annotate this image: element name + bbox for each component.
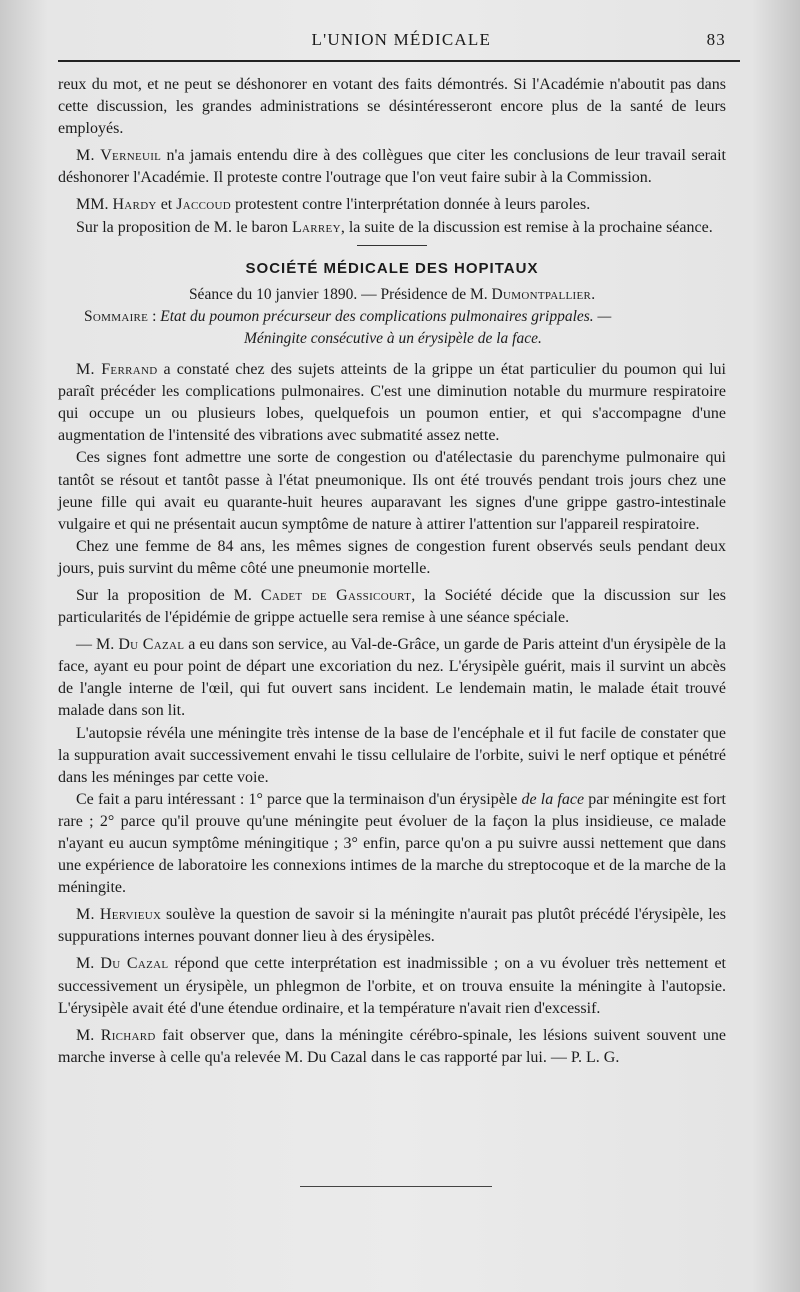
paragraph-fait: Ce fait a paru intéressant : 1° parce que la terminaison d'un érysipèle de la face par méningite est fort rare ; 2° parce qu'il prouve qu'une méningite peut évoluer de la façon la plus insidieuse, ce malade n'ayant eu aucun symptôme méningitique ; 3° enfin, parce qu'on a pu suivre aussi nettement que dans une expérience de laboratoire les connexions intimes de la marche du streptocoque et de la marche de la méningite. xyxy=(58,790,727,897)
paragraph-larrey: Sur la proposition de M. le baron Larrey, la suite de la discussion est remise à la prochaine séance. xyxy=(76,218,713,236)
speaker-name: M. Hervieux xyxy=(76,906,162,924)
speaker-name: M. Verneuil xyxy=(76,147,162,165)
paragraph-continuation: reux du mot, et ne peut se déshonorer en votant des faits démontrés. Si l'Académie n'aboutit pas dans cette discussion, les grandes administrations se désintéresseront encore plus de la santé de leurs employés. xyxy=(58,76,726,138)
speaker-name: Larrey xyxy=(291,218,341,236)
running-header xyxy=(56,30,726,50)
sommaire-block xyxy=(58,306,726,350)
article-body xyxy=(58,74,726,1069)
signature: — P. L. G. xyxy=(546,1048,620,1066)
section-divider xyxy=(357,245,427,246)
president-name: Dumontpallier xyxy=(491,285,592,303)
sommaire-line-1: Sommaire : Etat du poumon précurseur des complications pulmonaires grippales. — xyxy=(84,307,612,325)
paragraph-du-cazal-reponse: M. Du Cazal répond que cette interprétation est inadmissible ; on a vu évoluer très nettement et successivement un érysipèle, un phlegmon de l'orbite, et on trouva ensuite la méningite à l'autopsie. L'érysipèle avait été d'une étendue ordinaire, et la température n'avait rien d'excessif. xyxy=(58,955,726,1017)
paragraph-autopsie: L'autopsie révéla une méningite très intense de la base de l'encéphale et il fut facile de constater que la suppuration avait successivement envahi le tissu cellulaire de l'orbite, suivi le nerf optique et pénétré dans les méninges par cette voie. xyxy=(58,724,726,786)
speaker-name: M. Ferrand xyxy=(76,361,158,379)
paragraph-ferrand: M. Ferrand a constaté chez des sujets atteints de la grippe un état particulier du poumon qui lui paraît précéder les complications pulmonaires. C'est une diminution notable du murmure respiratoire qui occupe un ou plusieurs lobes, quelquefois un poumon entier, et qui s'accompagne d'une augmentation de l'intensité des vibrations avec submatité assez nette. xyxy=(58,361,726,445)
paragraph-femme: Chez une femme de 84 ans, les mêmes signes de congestion furent observés seuls pendant deux jours, puis survint du même côté une pneumonie mortelle. xyxy=(58,537,726,577)
seance-line: Séance du 10 janvier 1890. — Présidence de M. Dumontpallier. xyxy=(188,285,596,303)
paragraph-verneuil: M. Verneuil n'a jamais entendu dire à des collègues que citer les conclusions de leur travail serait déshonorer l'Académie. Il proteste contre l'outrage que l'on veut faire subir à la Commission. xyxy=(58,147,726,187)
end-rule xyxy=(300,1186,492,1187)
header-rule xyxy=(58,60,740,62)
section-heading: SOCIÉTÉ MÉDICALE DES HOPITAUX xyxy=(245,259,539,277)
speaker-name: Du Cazal xyxy=(118,636,185,654)
paragraph-du-cazal: — M. Du Cazal a eu dans son service, au Val-de-Grâce, un garde de Paris atteint d'un érysipèle de la face, ayant eu pour point de départ une excoriation du nez. L'érysipèle guérit, mais il survint un abcès de l'angle interne de l'œil, qui fut ouvert sans incident. Le lendemain matin, le malade était trouvé malade dans son lit. xyxy=(58,636,726,720)
page-number: 83 xyxy=(706,30,726,49)
speaker-name: Jaccoud xyxy=(176,196,232,214)
sommaire-label: Sommaire xyxy=(84,307,149,325)
speaker-name: Hardy xyxy=(112,196,157,214)
speaker-name: Du Cazal xyxy=(100,955,169,973)
paragraph-ces-signes: Ces signes font admettre une sorte de congestion ou d'atélectasie du parenchyme pulmonaire qui tantôt se résout et tantôt passe à l'état pneumonique. Ils ont été trouvés pendant trois jours chez une jeune fille qui avait eu quarante-huit heures auparavant les signes d'une grippe gastro-intestinale vulgaire et qui ne présentait aucun symptôme de nature à attirer l'attention sur l'appareil respiratoire. xyxy=(58,449,726,533)
speaker-name: Richard xyxy=(100,1026,156,1044)
paragraph-cadet: Sur la proposition de M. Cadet de Gassicourt, la Société décide que la discussion sur les particularités de l'épidémie de grippe actuelle sera remise à une séance spéciale. xyxy=(58,586,726,627)
paragraph-hardy-jaccoud: MM. Hardy et Jaccoud protestent contre l'interprétation donnée à leurs paroles. xyxy=(76,196,591,214)
paragraph-hervieux: M. Hervieux soulève la question de savoir si la méningite n'aurait pas plutôt précédé l'érysipèle, les suppurations internes pouvant donner lieu à des érysipèles. xyxy=(58,906,726,946)
paragraph-richard: M. Richard fait observer que, dans la méningite cérébro-spinale, les lésions suivent souvent une marche inverse à celle qu'a relevée M. Du Cazal dans le cas rapporté par lui. — P. L. G. xyxy=(58,1026,726,1066)
speaker-name: Cadet de Gassicourt xyxy=(260,586,412,604)
journal-title: L'UNION MÉDICALE xyxy=(311,30,492,49)
sommaire-line-2: Méningite consécutive à un érysipèle de la face. xyxy=(244,329,542,347)
